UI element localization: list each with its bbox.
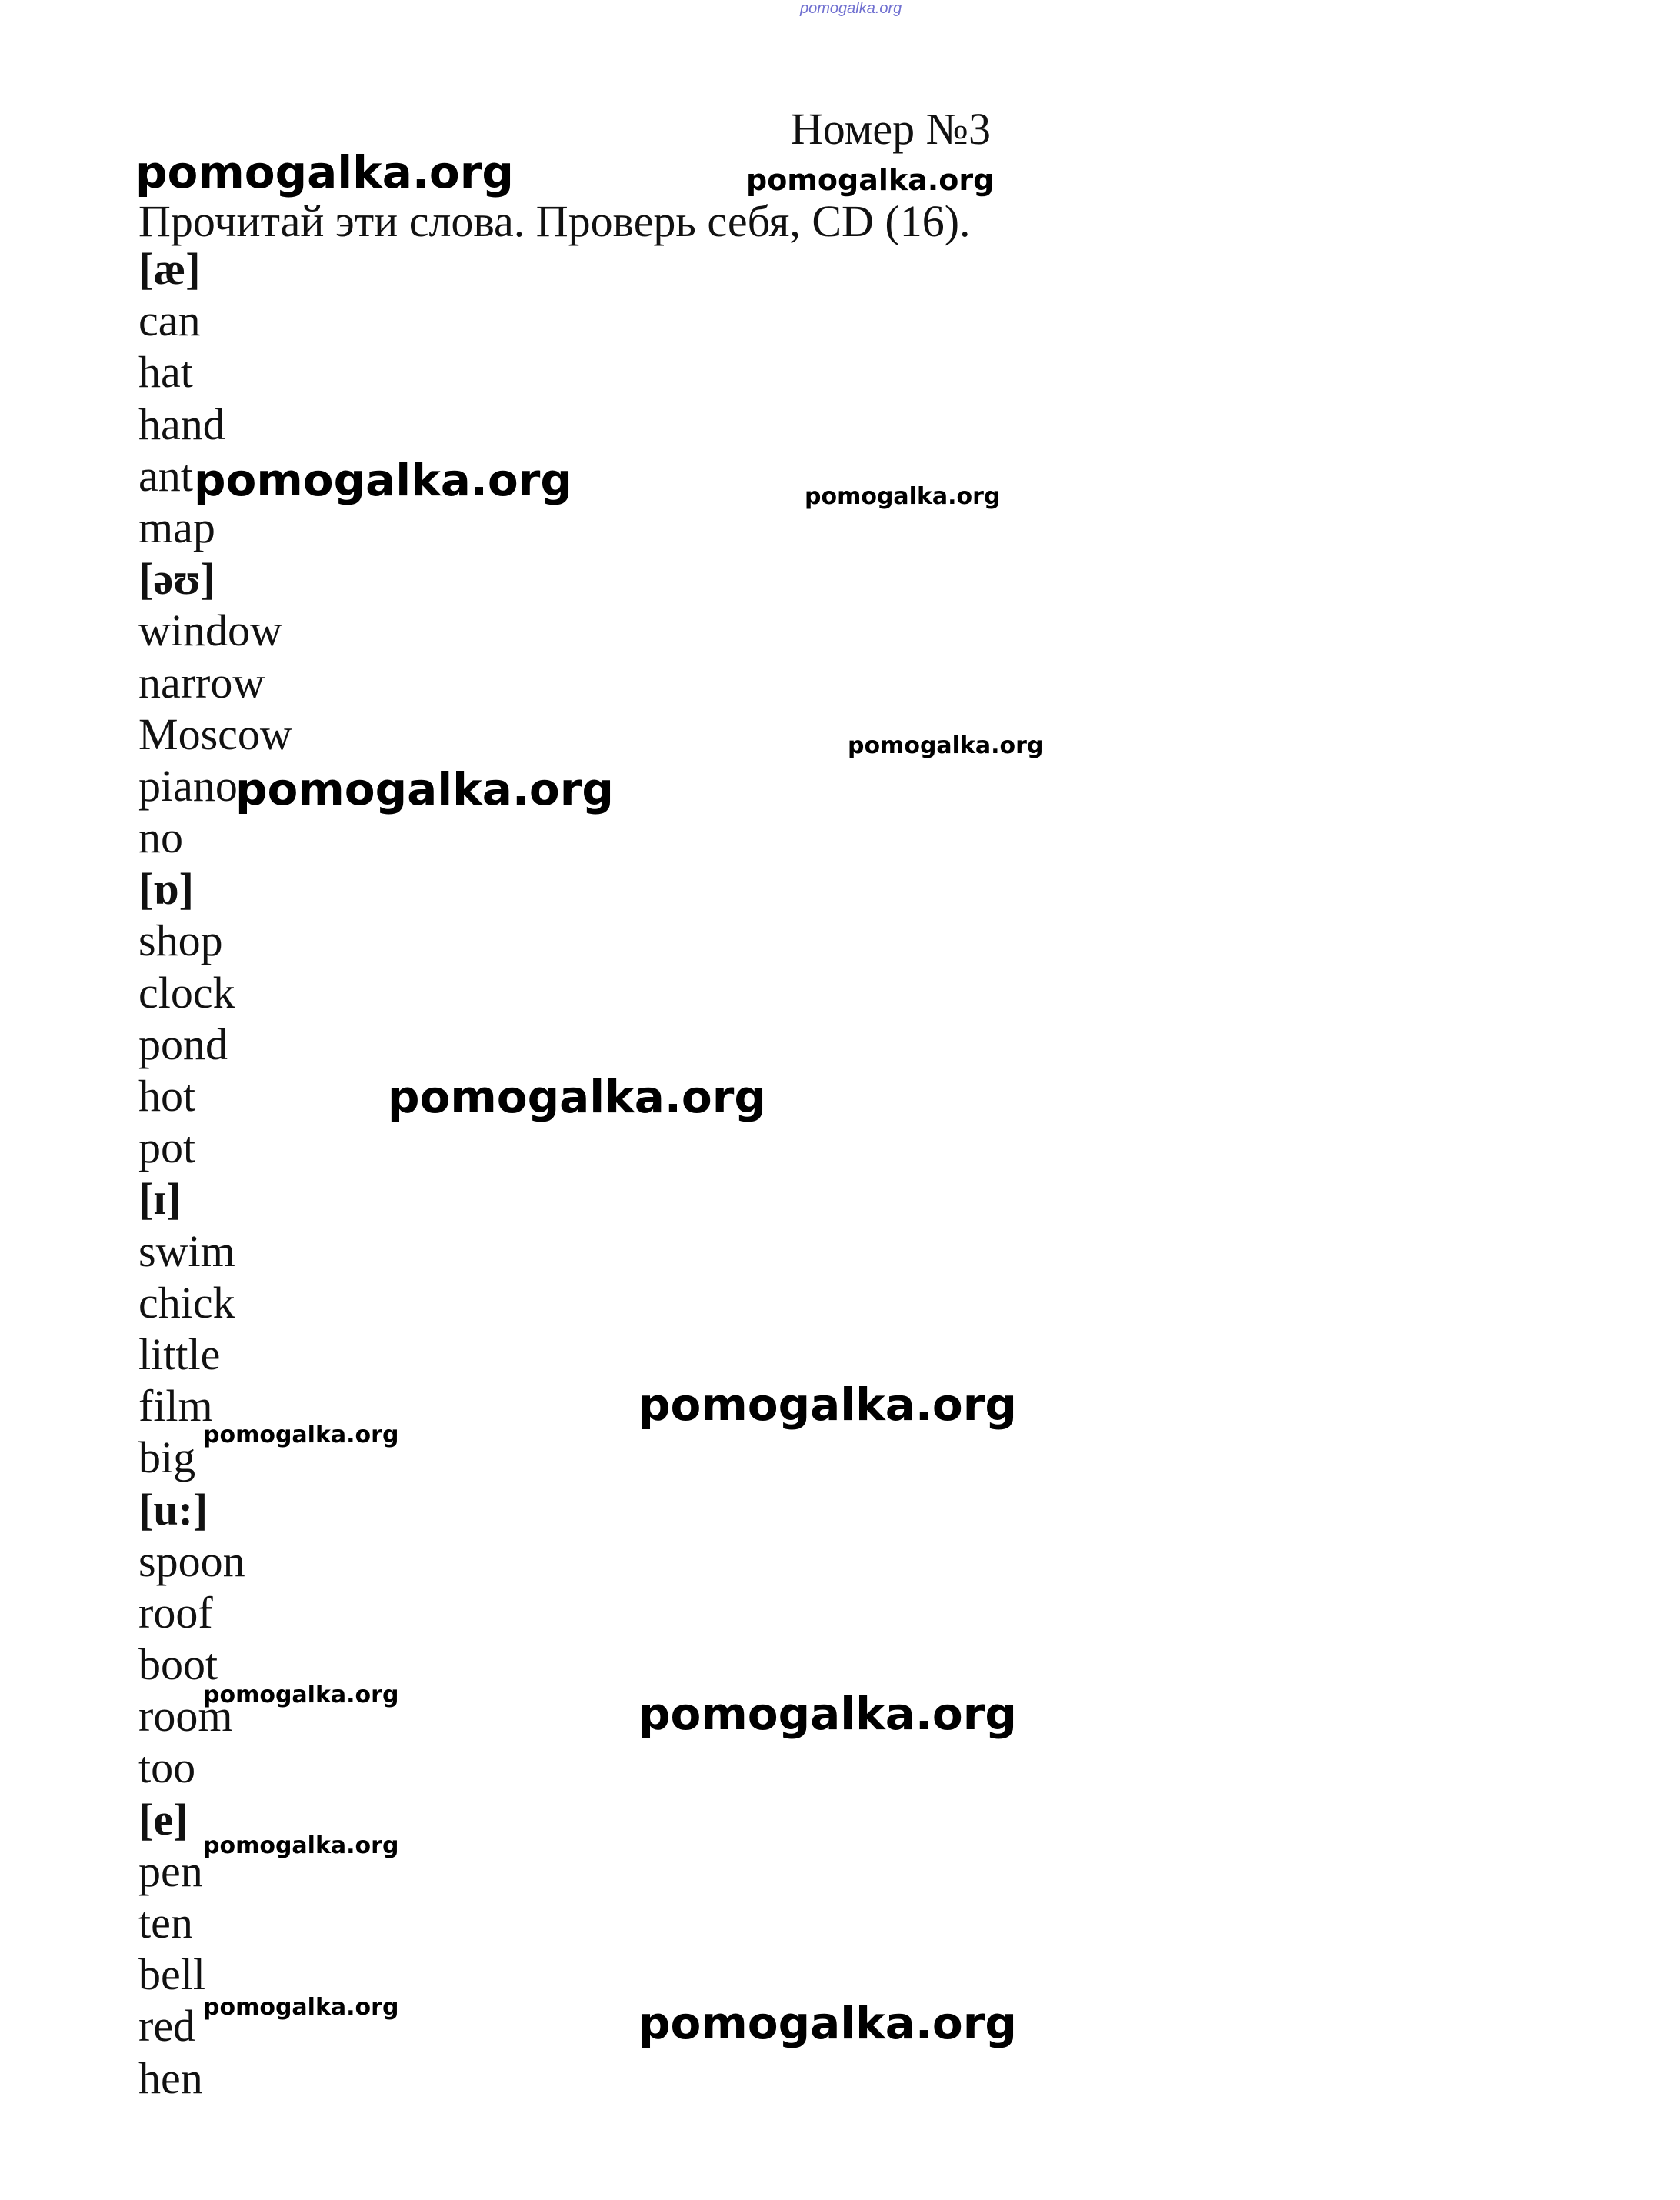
word-item: hat (138, 347, 193, 398)
watermark: pomogalka.org (638, 1688, 1017, 1740)
word-item: clock (138, 967, 235, 1018)
word-item: ten (138, 1898, 193, 1948)
word-item: piano (138, 760, 238, 811)
word-item: can (138, 295, 201, 346)
watermark: pomogalka.org (848, 732, 1044, 759)
watermark: pomogalka.org (203, 1832, 399, 1859)
word-item: map (138, 502, 215, 552)
phoneme-heading: [ɪ] (138, 1174, 182, 1225)
watermark: pomogalka.org (203, 1422, 399, 1448)
word-item: chick (138, 1277, 235, 1328)
phoneme-heading: [æ] (138, 244, 201, 294)
word-item: film (138, 1381, 213, 1432)
watermark: pomogalka.org (235, 763, 614, 815)
word-item: red (138, 2001, 196, 2052)
word-item: boot (138, 1639, 218, 1690)
word-item: hand (138, 398, 225, 449)
word-item: pen (138, 1845, 203, 1896)
word-item: narrow (138, 657, 265, 708)
watermark: pomogalka.org (194, 454, 572, 506)
watermark: pomogalka.org (746, 163, 995, 197)
watermark: pomogalka.org (135, 146, 514, 198)
page-title: Номер №3 (790, 104, 991, 154)
word-item: roof (138, 1587, 213, 1638)
watermark: pomogalka.org (388, 1071, 766, 1123)
watermark: pomogalka.org (203, 1682, 399, 1708)
word-item: too (138, 1742, 196, 1793)
phoneme-heading: [ɒ] (138, 864, 194, 915)
word-item: little (138, 1328, 221, 1379)
phoneme-heading: [e] (138, 1794, 188, 1845)
word-item: window (138, 605, 282, 656)
watermark: pomogalka.org (638, 1378, 1017, 1431)
word-item: no (138, 812, 183, 863)
word-item: Moscow (138, 708, 292, 759)
phoneme-heading: [u:] (138, 1484, 208, 1535)
word-item: hot (138, 1071, 196, 1121)
watermark: pomogalka.org (638, 1997, 1017, 2049)
task-instruction: Прочитай эти слова. Проверь себя, CD (16). (138, 196, 971, 246)
phoneme-heading: [əʊ] (138, 554, 216, 605)
word-item: room (138, 1691, 233, 1742)
word-item: bell (138, 1949, 205, 2000)
word-list (138, 243, 292, 2104)
watermark: pomogalka.org (203, 1994, 399, 2021)
word-item: shop (138, 915, 223, 966)
word-item: big (138, 1432, 196, 1483)
word-item: pond (138, 1018, 228, 1069)
word-item: spoon (138, 1535, 245, 1586)
word-item: pot (138, 1122, 196, 1173)
word-item: hen (138, 2052, 203, 2103)
watermark-top: pomogalka.org (800, 0, 902, 17)
word-item: swim (138, 1225, 235, 1276)
watermark: pomogalka.org (805, 483, 1001, 510)
word-item: ant (138, 450, 193, 501)
